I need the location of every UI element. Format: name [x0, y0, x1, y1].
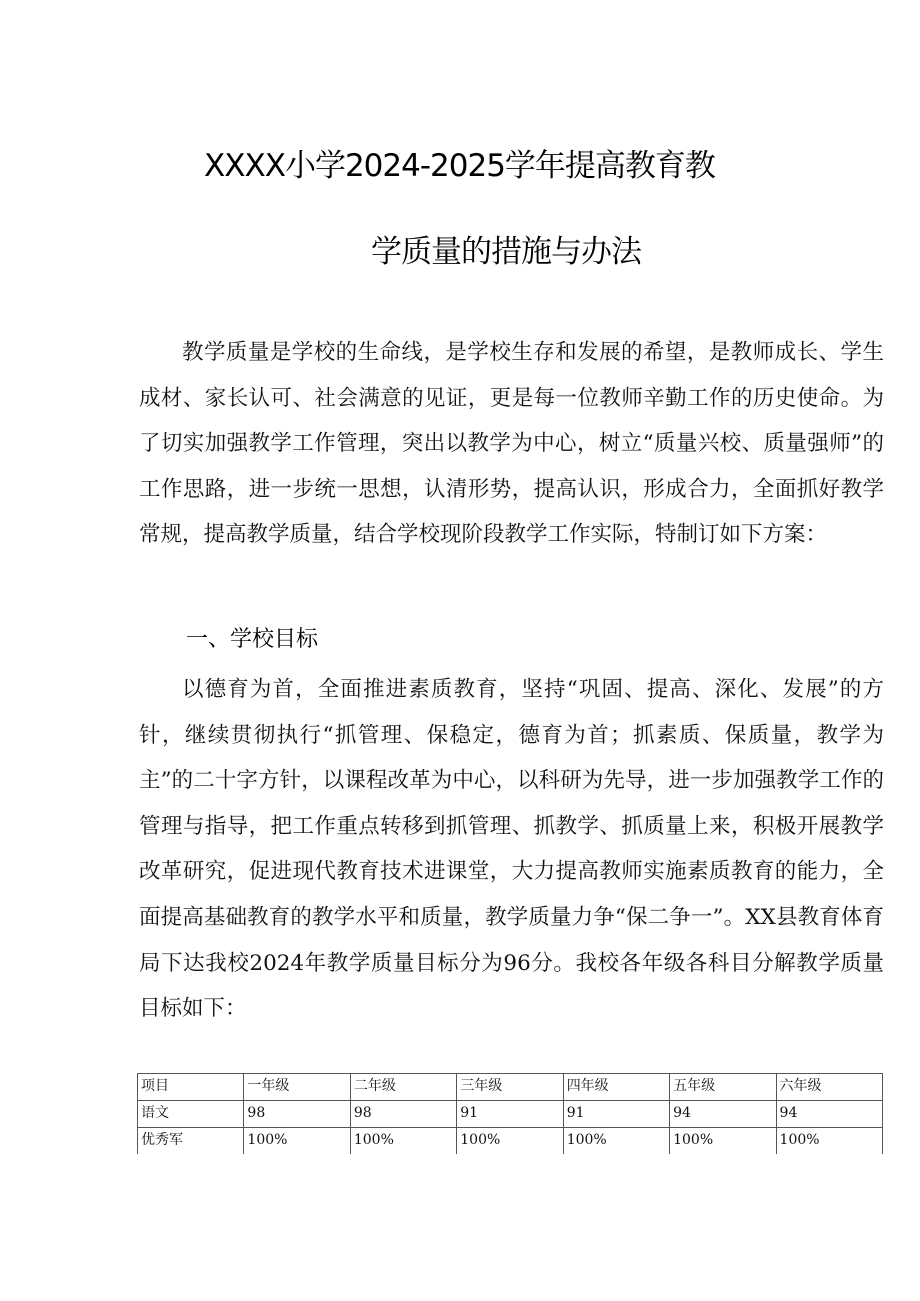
document-title-line-1: XXXX小学2024-2025学年提高教育教: [204, 148, 715, 184]
table-header-cell: 一年级: [244, 1074, 350, 1101]
table-cell: 语文: [138, 1101, 244, 1128]
table-header-cell: 六年级: [776, 1074, 882, 1101]
table-cell: 优秀军: [138, 1128, 244, 1155]
table-cell: 91: [457, 1101, 563, 1128]
table-header-cell: 项目: [138, 1074, 244, 1101]
table-cell: 91: [563, 1101, 669, 1128]
table-header-cell: 四年级: [563, 1074, 669, 1101]
table-cell: 100%: [563, 1128, 669, 1155]
table-header-row: [138, 1074, 883, 1101]
table-row: [138, 1128, 883, 1155]
table-row: [138, 1101, 883, 1128]
table-cell: 100%: [244, 1128, 350, 1155]
table-cell: 98: [244, 1101, 350, 1128]
school-goals-paragraph: 以德育为首，全面推进素质教育，坚持“巩固、提高、深化、发展”的方针，继续贯彻执行“抓管理、保稳定，德育为首；抓素质、保质量，教学为主”的二十字方针，以课程改革为中心，以科研为先导，进一步加强教学工作的管理与指导，把工作重点转移到抓管理、抓教学、抓质量上来，积极开展教学改革研究，促进现代教育技术进课堂，大力提高教师实施素质教育的能力，全面提高基础教育的教学水平和质量，教学质量力争“保二争一”。XX县教育体育局下达我校2024年教学质量目标分为96分。我校各年级各科目分解教学质量目标如下：: [139, 677, 884, 1022]
table-cell: 100%: [776, 1128, 882, 1155]
table-header-cell: 三年级: [457, 1074, 563, 1101]
table-cell: 94: [776, 1101, 882, 1128]
section-heading-school-goals: 一、学校目标: [186, 627, 319, 652]
table-cell: 100%: [670, 1128, 776, 1155]
grade-targets-table: [137, 1073, 883, 1154]
intro-paragraph: 教学质量是学校的生命线，是学校生存和发展的希望，是教师成长、学生成材、家长认可、社会满意的见证，更是每一位教师辛勤工作的历史使命。为了切实加强教学工作管理，突出以教学为中心，树立“质量兴校、质量强师”的工作思路，进一步统一思想，认清形势，提高认识，形成合力，全面抓好教学常规，提高教学质量，结合学校现阶段教学工作实际，特制订如下方案：: [139, 340, 884, 548]
document-title-line-2: 学质量的措施与办法: [371, 234, 641, 270]
table-cell: 94: [670, 1101, 776, 1128]
table-cell: 98: [350, 1101, 456, 1128]
table-header-cell: 二年级: [350, 1074, 456, 1101]
table-cell: 100%: [350, 1128, 456, 1155]
table-cell: 100%: [457, 1128, 563, 1155]
table-header-cell: 五年级: [670, 1074, 776, 1101]
